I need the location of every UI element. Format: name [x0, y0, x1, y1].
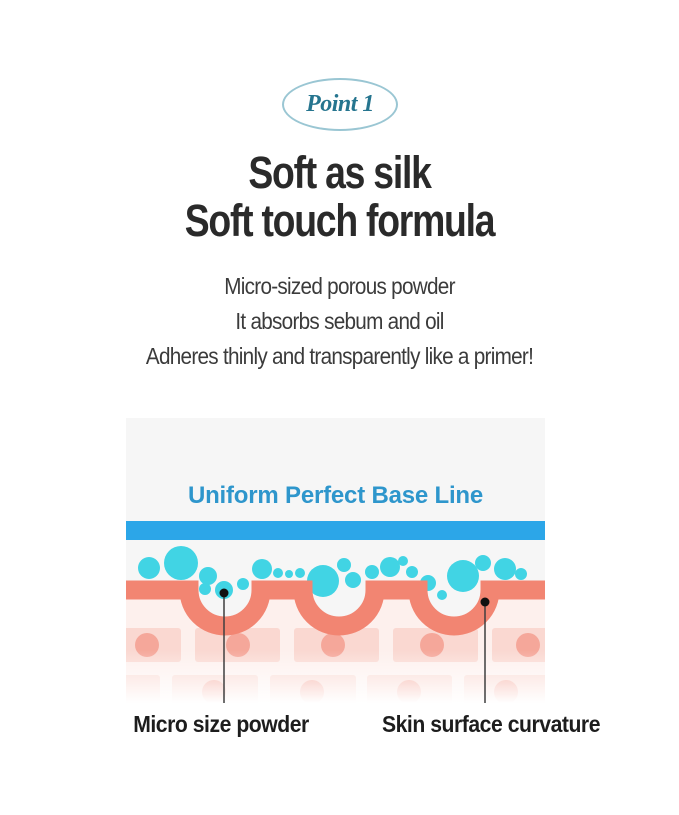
skin-diagram — [126, 418, 545, 703]
bottom-fade — [126, 650, 545, 703]
description — [34, 269, 645, 374]
heading-line-2: Soft touch formula — [184, 195, 495, 246]
label-micro-size-powder: Micro size powder — [133, 711, 309, 737]
description-line-1: Micro-sized porous powder — [224, 273, 455, 299]
description-line-2: It absorbs sebum and oil — [235, 308, 444, 334]
base-line-bar — [126, 521, 545, 540]
label-skin-surface-curvature: Skin surface curvature — [381, 711, 601, 737]
description-line-3: Adheres thinly and transparently like a primer! — [145, 343, 534, 369]
heading-line-1: Soft as silk — [248, 147, 431, 198]
point-badge-label: Point 1 — [306, 91, 374, 117]
point-badge — [282, 78, 398, 131]
micro-powder-pointer-dot — [220, 589, 229, 598]
diagram-title: Uniform Perfect Base Line — [187, 482, 484, 509]
skin-diagram-panel — [126, 418, 545, 703]
skin-curvature-pointer-dot — [481, 598, 490, 607]
page-title — [58, 149, 622, 245]
